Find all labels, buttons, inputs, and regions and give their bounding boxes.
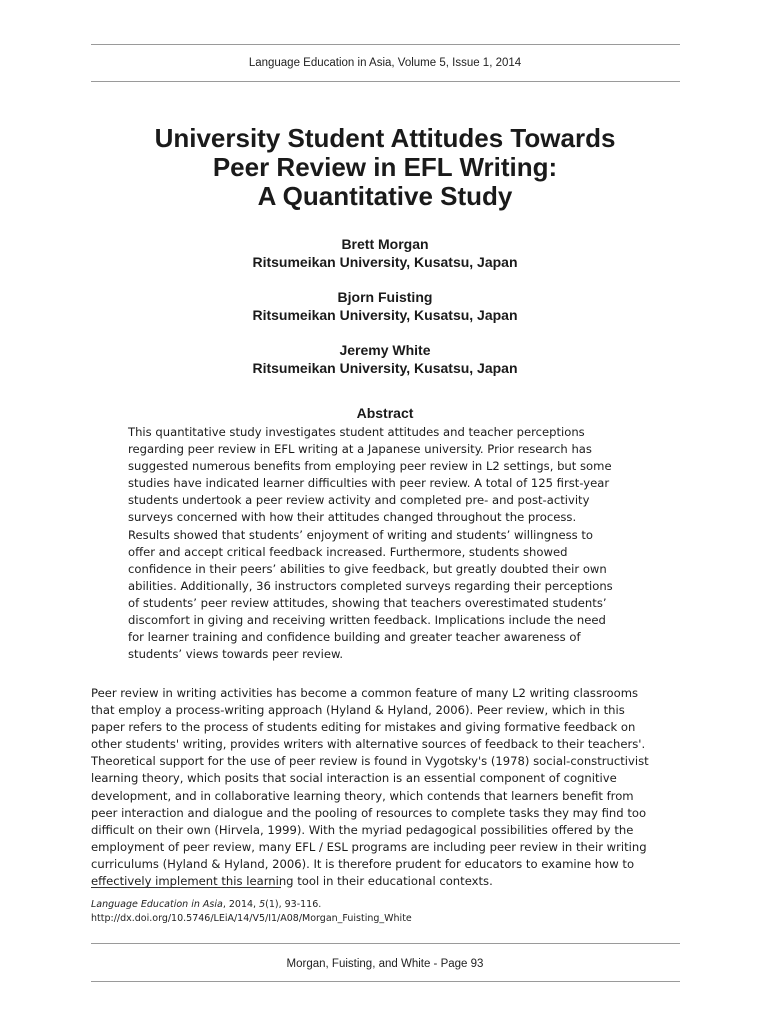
author-affiliation: Ritsumeikan University, Kusatsu, Japan	[252, 307, 518, 323]
paper-title	[0, 124, 770, 211]
citation-volume: 5	[259, 899, 266, 910]
header-bottom-rule	[91, 81, 680, 82]
abstract-line: for learner training and confidence building and greater teacher awareness of	[128, 630, 581, 645]
title-line: University Student Attitudes Towards	[154, 123, 616, 153]
body-line: learning theory, which posits that social interaction is an essential component of cognitive	[91, 771, 617, 786]
abstract-line: studies have indicated learner difficulties with peer review. A total of 125 first-year	[128, 476, 610, 491]
abstract-line: suggested numerous benefits from employing peer review in L2 settings, but some	[128, 459, 612, 474]
body-line: that employ a process-writing approach (Hyland & Hyland, 2006). Peer review, which in this	[91, 703, 625, 718]
abstract-line: discomfort in giving and receiving written feedback. Implications include the need	[128, 613, 606, 628]
footnote	[91, 898, 671, 926]
body-paragraph	[91, 685, 691, 890]
doi-link[interactable]: http://dx.doi.org/10.5746/LEiA/14/V5/I1/A08/Morgan_Fuisting_White	[91, 913, 412, 924]
citation-issue-pages: (1), 93-116.	[265, 899, 322, 910]
abstract-line: abilities. Additionally, 36 instructors completed surveys regarding their perceptions	[128, 578, 613, 593]
body-line: development, and in collaborative learning theory, which contends that learners benefit from	[91, 788, 634, 803]
body-line: effectively implement this learning tool in their educational contexts.	[91, 874, 493, 889]
abstract-line: Results showed that students’ enjoyment of writing and students’ willingness to	[128, 527, 593, 542]
body-line: paper refers to the process of students editing for mistakes and giving formative feedback on	[91, 720, 636, 735]
abstract-line: students’ views towards peer review.	[128, 647, 344, 662]
journal-name: Language Education in Asia	[91, 899, 223, 910]
abstract-line: offer and accept critical feedback increased. Furthermore, students showed	[128, 544, 568, 559]
author-name: Jeremy White	[339, 342, 431, 358]
abstract-line: of students’ peer review attitudes, showing that teachers overestimated students’	[128, 595, 607, 610]
body-line: other students' writing, provides writers with alternative sources of feedback to their teachers'.	[91, 737, 646, 752]
abstract-line: surveys concerned with how their attitudes changed throughout the process.	[128, 510, 577, 525]
abstract-text	[128, 424, 668, 663]
citation-year: , 2014,	[222, 899, 260, 910]
body-line: Peer review in writing activities has become a common feature of many L2 writing classrooms	[91, 686, 639, 700]
title-line: A Quantitative Study	[257, 181, 513, 211]
page-footer: Morgan, Fuisting, and White - Page 93	[286, 958, 484, 970]
abstract-line: This quantitative study investigates student attitudes and teacher perceptions	[128, 425, 585, 439]
header-top-rule	[91, 44, 680, 45]
body-line: curriculums (Hyland & Hyland, 2006). It is therefore prudent for educators to examine how to	[91, 856, 635, 871]
footer-bottom-rule	[91, 981, 680, 982]
author-affiliation: Ritsumeikan University, Kusatsu, Japan	[252, 360, 518, 376]
running-head: Language Education in Asia, Volume 5, Issue 1, 2014	[248, 57, 522, 69]
author-name: Bjorn Fuisting	[337, 289, 433, 305]
footer-top-rule	[91, 943, 680, 944]
citation-line	[91, 898, 671, 912]
author-block	[0, 235, 770, 271]
body-line: peer interaction and dialogue and the pooling of resources to complete tasks they may find too	[91, 805, 647, 820]
author-block	[0, 288, 770, 324]
abstract-line: confidence in their peers’ abilities to give feedback, but greatly doubted their own	[128, 561, 607, 576]
author-affiliation: Ritsumeikan University, Kusatsu, Japan	[252, 254, 518, 270]
body-line: Theoretical support for the use of peer review is found in Vygotsky's (1978) social-constructivist	[91, 754, 649, 769]
author-name: Brett Morgan	[341, 236, 429, 252]
body-line: difficult on their own (Hirvela, 1999). With the myriad pedagogical possibilities offered by the	[91, 822, 634, 837]
author-block	[0, 341, 770, 377]
body-line: employment of peer review, many EFL / ESL programs are including peer review in their writing	[91, 839, 647, 854]
footnote-rule	[91, 887, 281, 888]
abstract-line: students undertook a peer review activity and completed pre- and post-activity	[128, 493, 590, 508]
title-line: Peer Review in EFL Writing:	[212, 152, 558, 182]
abstract-heading: Abstract	[356, 405, 414, 421]
author-list	[0, 235, 770, 394]
abstract-line: regarding peer review in EFL writing at a Japanese university. Prior research has	[128, 442, 592, 457]
